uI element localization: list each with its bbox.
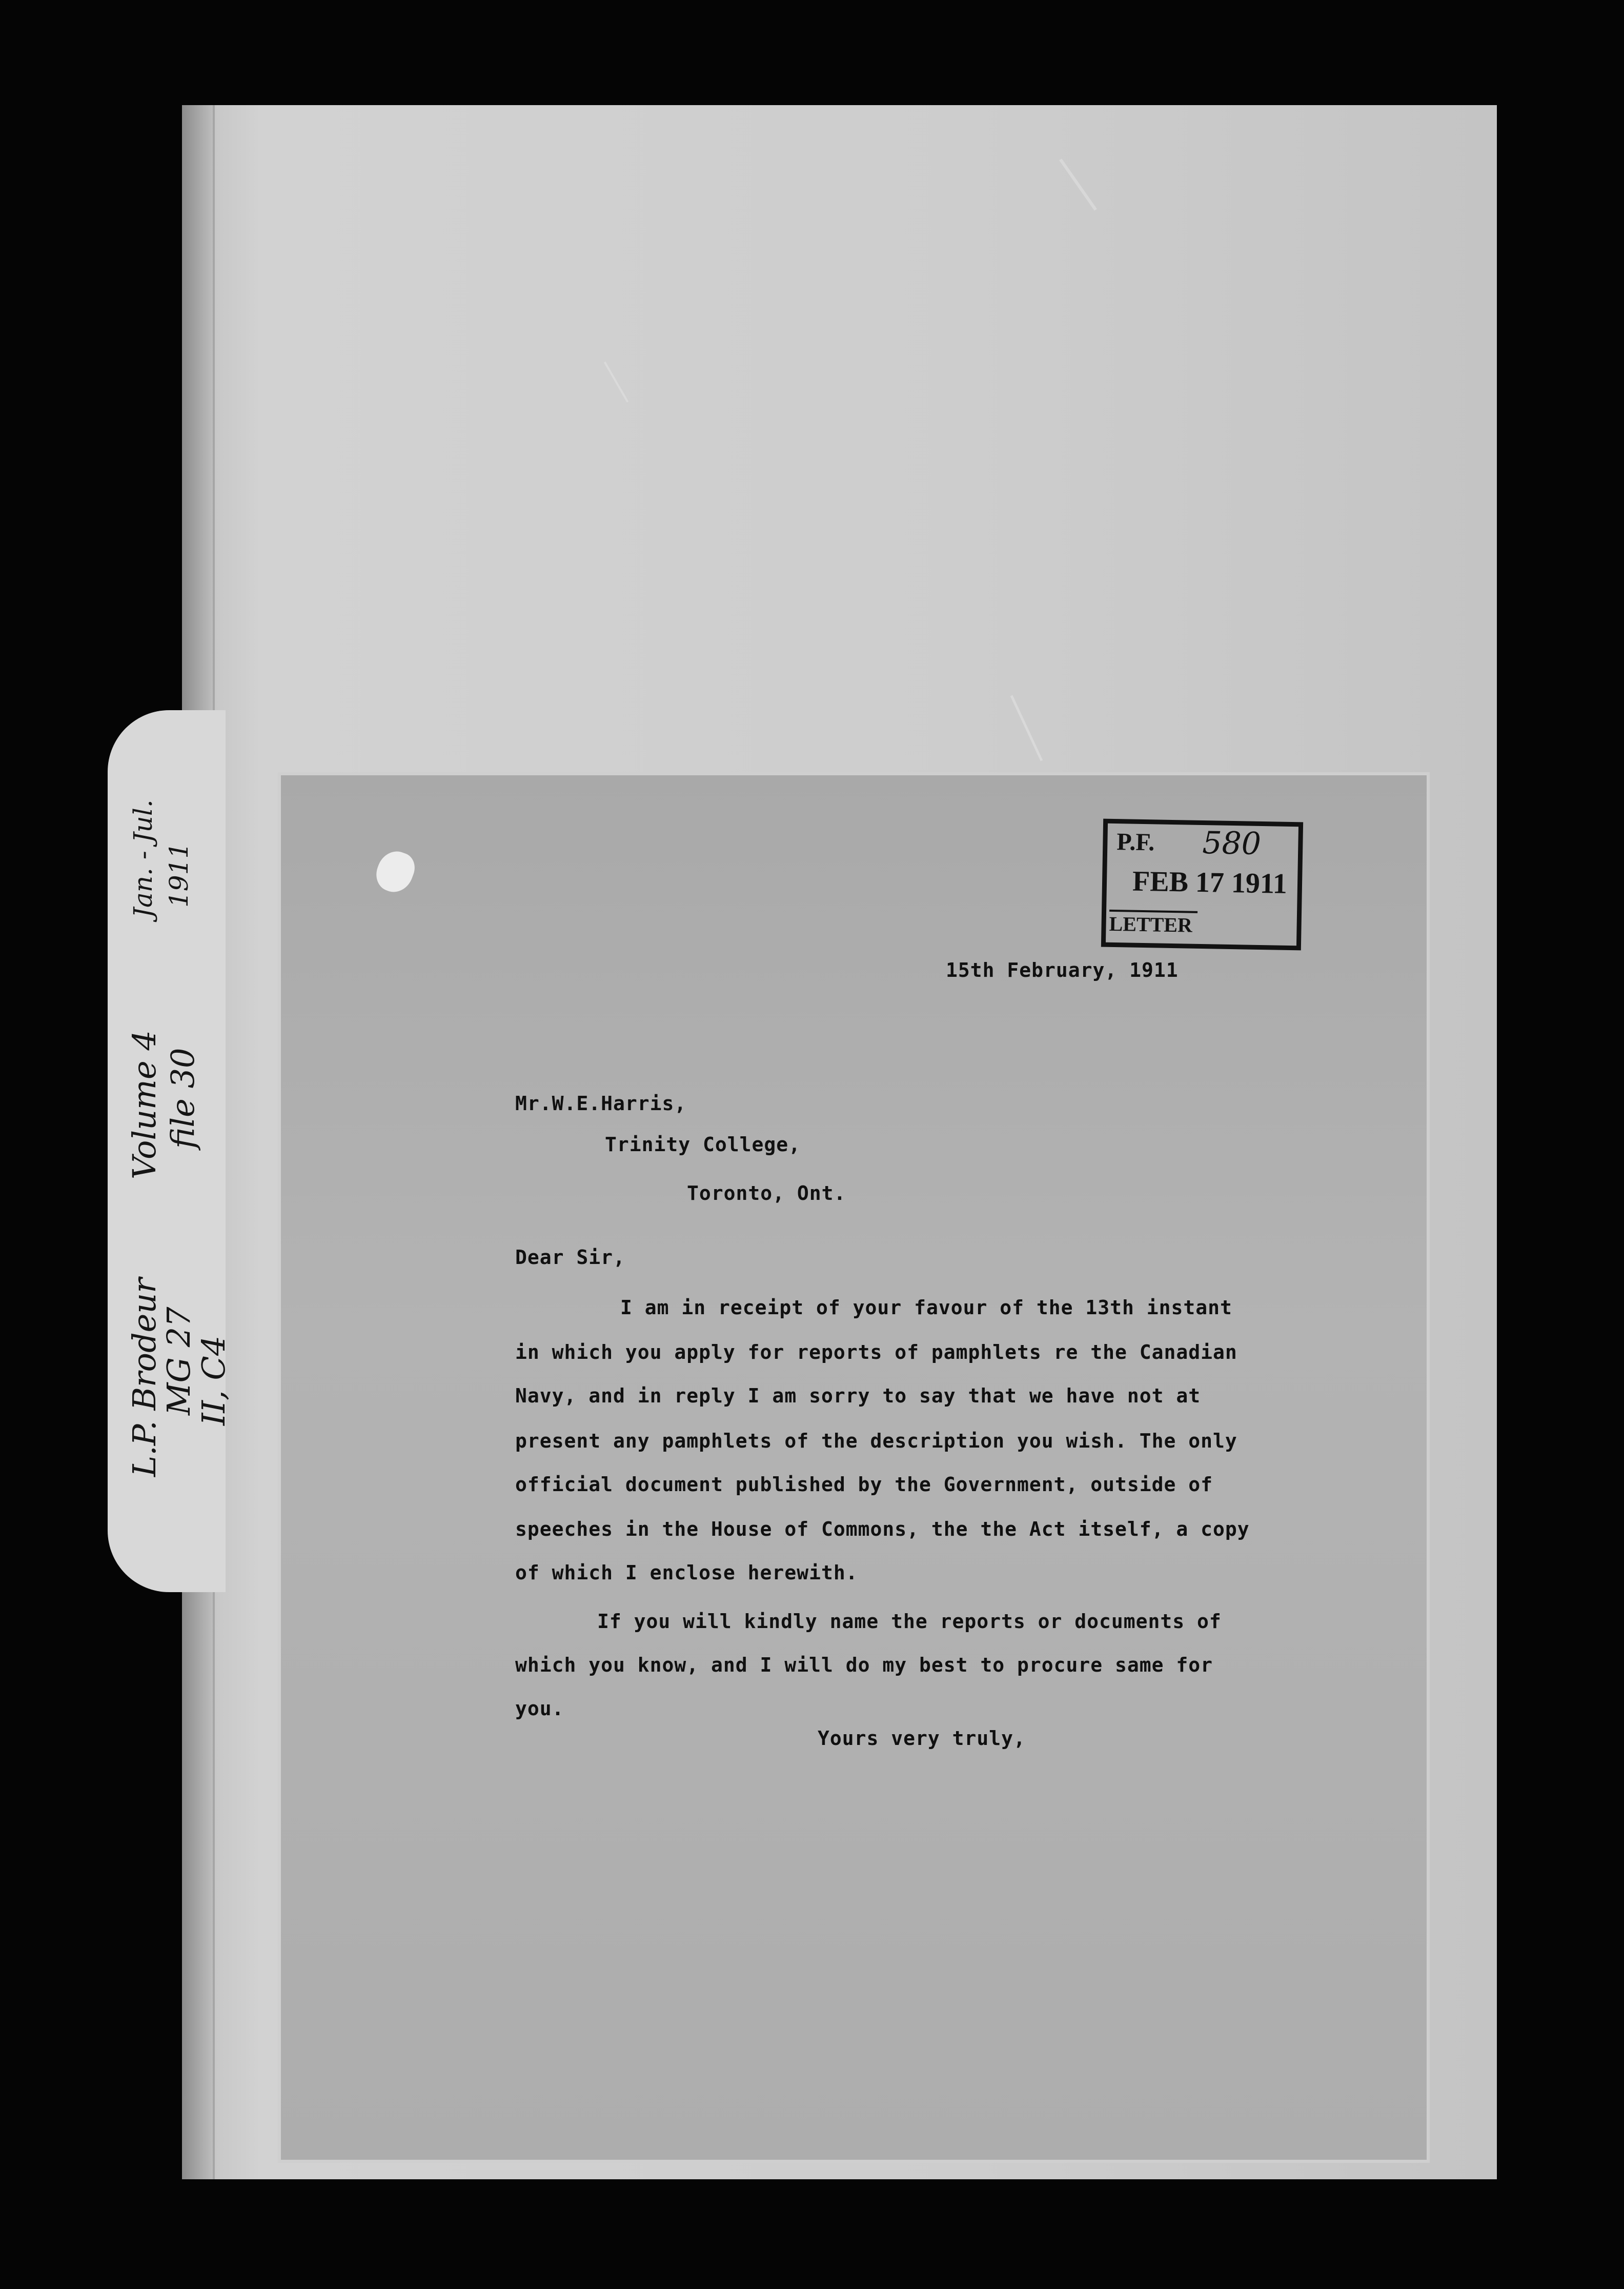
letter-sheet bbox=[281, 775, 1427, 2160]
body-line: present any pamphlets of the description you wish. The only bbox=[515, 1430, 1237, 1452]
spine-note-period: Jan. - Jul. bbox=[128, 799, 158, 918]
body-line: of which I enclose herewith. bbox=[515, 1561, 858, 1584]
body-line: If you will kindly name the reports or documents of bbox=[597, 1610, 1222, 1633]
spine-note-year: 1911 bbox=[164, 842, 194, 908]
spine-note-file: file 30 bbox=[164, 1048, 201, 1149]
closing: Yours very truly, bbox=[818, 1727, 1026, 1750]
stamp-number: 580 bbox=[1202, 825, 1262, 862]
stamp-label: LETTER bbox=[1109, 910, 1197, 937]
spine-note-volume: Volume 4 bbox=[126, 1030, 163, 1179]
body-line: I am in receipt of your favour of the 13th instant bbox=[620, 1296, 1232, 1319]
addressee-line2: Trinity College, bbox=[605, 1133, 801, 1156]
body-line: Navy, and in reply I am sorry to say that we have not at bbox=[515, 1384, 1201, 1407]
letter-date: 15th February, 1911 bbox=[946, 959, 1179, 981]
spine-note-mg: MG 27 bbox=[160, 1307, 197, 1415]
body-line: speeches in the House of Commons, the the Act itself, a copy bbox=[515, 1518, 1250, 1540]
body-line: you. bbox=[515, 1697, 564, 1720]
body-line: which you know, and I will do my best to procure same for bbox=[515, 1654, 1213, 1676]
stamp-pf: P.F. bbox=[1116, 828, 1155, 856]
body-line: official document published by the Government, outside of bbox=[515, 1473, 1213, 1496]
spine-note-name: L.P. Brodeur bbox=[126, 1278, 163, 1477]
stamp-date: FEB 17 1911 bbox=[1132, 865, 1288, 900]
spine-note-series: II, C4 bbox=[195, 1335, 232, 1425]
salutation: Dear Sir, bbox=[515, 1246, 625, 1269]
addressee-name: Mr.W.E.Harris, bbox=[515, 1092, 687, 1115]
addressee-line3: Toronto, Ont. bbox=[687, 1182, 846, 1204]
body-line: in which you apply for reports of pamphlets re the Canadian bbox=[515, 1341, 1237, 1363]
received-stamp bbox=[1101, 819, 1303, 951]
